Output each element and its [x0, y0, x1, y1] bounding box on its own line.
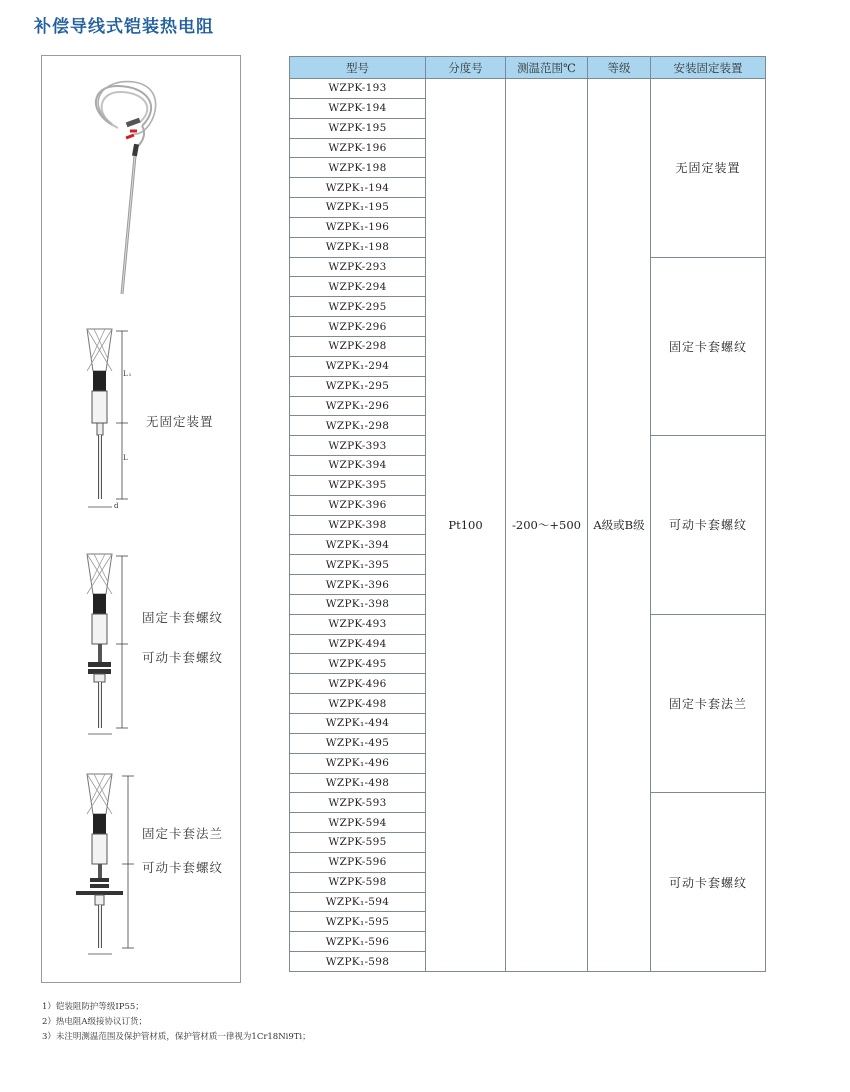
model-cell: WZPK₁-198 — [290, 237, 426, 257]
model-cell: WZPK₁-398 — [290, 594, 426, 614]
mount-cell: 无固定装置 — [651, 79, 766, 258]
model-cell: WZPK₁-294 — [290, 356, 426, 376]
model-cell: WZPK₁-295 — [290, 376, 426, 396]
model-cell: WZPK-498 — [290, 694, 426, 714]
note-2: 2）热电阻A级接协议订货； — [42, 1017, 148, 1027]
model-cell: WZPK-394 — [290, 456, 426, 476]
model-cell: WZPK-396 — [290, 495, 426, 515]
model-cell: WZPK-593 — [290, 793, 426, 813]
model-cell: WZPK-195 — [290, 118, 426, 138]
model-cell: WZPK-295 — [290, 297, 426, 317]
model-cell: WZPK₁-595 — [290, 912, 426, 932]
note-1: 1）铠装阻防护等级IP55； — [42, 1002, 144, 1012]
model-cell: WZPK-496 — [290, 674, 426, 694]
dim-d-label: d — [114, 502, 120, 510]
header-mount: 安装固定装置 — [651, 57, 766, 79]
model-cell: WZPK-298 — [290, 336, 426, 356]
mount-cell: 可动卡套螺纹 — [651, 436, 766, 615]
product-photo — [42, 56, 242, 306]
model-cell: WZPK-495 — [290, 654, 426, 674]
model-cell: WZPK₁-594 — [290, 892, 426, 912]
model-cell: WZPK₁-598 — [290, 952, 426, 972]
model-cell: WZPK-395 — [290, 475, 426, 495]
model-cell: WZPK₁-194 — [290, 178, 426, 198]
header-grade: 等级 — [588, 57, 651, 79]
model-cell: WZPK₁-196 — [290, 217, 426, 237]
drawing-label-fixed-thread: 固定卡套螺纹 — [142, 610, 224, 625]
model-cell: WZPK-493 — [290, 614, 426, 634]
model-cell: WZPK-594 — [290, 813, 426, 833]
notes — [42, 1000, 311, 1045]
drawing-label-no-fixture: 无固定装置 — [146, 414, 214, 429]
model-cell: WZPK₁-596 — [290, 932, 426, 952]
header-graduation: 分度号 — [426, 57, 506, 79]
model-cell: WZPK₁-195 — [290, 198, 426, 218]
model-cell: WZPK₁-498 — [290, 773, 426, 793]
model-cell: WZPK-494 — [290, 634, 426, 654]
mount-cell: 固定卡套法兰 — [651, 614, 766, 793]
model-cell: WZPK-296 — [290, 317, 426, 337]
header-model: 型号 — [290, 57, 426, 79]
drawings-panel — [41, 55, 241, 983]
page-title: 补偿导线式铠装热电阻 — [34, 17, 214, 37]
range-cell: -200～+500 — [506, 79, 588, 972]
drawing-threaded-fixture — [42, 546, 242, 746]
model-cell: WZPK₁-298 — [290, 416, 426, 436]
model-cell: WZPK-598 — [290, 872, 426, 892]
header-range: 测温范围℃ — [506, 57, 588, 79]
model-cell: WZPK-198 — [290, 158, 426, 178]
model-cell: WZPK-596 — [290, 852, 426, 872]
model-cell: WZPK₁-396 — [290, 575, 426, 595]
drawing-label-movable-thread-2: 可动卡套螺纹 — [142, 860, 224, 875]
model-cell: WZPK-398 — [290, 515, 426, 535]
model-cell: WZPK-595 — [290, 833, 426, 853]
graduation-cell: Pt100 — [426, 79, 506, 972]
table-row — [290, 79, 766, 99]
drawing-label-fixed-flange: 固定卡套法兰 — [142, 826, 224, 841]
model-cell: WZPK₁-395 — [290, 555, 426, 575]
table-header-row — [290, 57, 766, 79]
note-3: 3）未注明测温范围及保护管材质，保护管材质一律视为1Cr18Ni9Ti； — [42, 1032, 311, 1042]
model-cell: WZPK-294 — [290, 277, 426, 297]
model-cell: WZPK₁-494 — [290, 714, 426, 734]
model-cell: WZPK₁-495 — [290, 733, 426, 753]
grade-cell: A级或B级 — [588, 79, 651, 972]
spec-table — [289, 56, 766, 972]
mount-cell: 可动卡套螺纹 — [651, 793, 766, 972]
mount-cell: 固定卡套螺纹 — [651, 257, 766, 436]
dim-L-label: L — [123, 454, 129, 462]
model-cell: WZPK₁-496 — [290, 753, 426, 773]
model-cell: WZPK-196 — [290, 138, 426, 158]
model-cell: WZPK₁-394 — [290, 535, 426, 555]
drawing-label-movable-thread: 可动卡套螺纹 — [142, 650, 224, 665]
model-cell: WZPK-393 — [290, 436, 426, 456]
model-cell: WZPK-293 — [290, 257, 426, 277]
model-cell: WZPK-193 — [290, 79, 426, 99]
model-cell: WZPK-194 — [290, 98, 426, 118]
model-cell: WZPK₁-296 — [290, 396, 426, 416]
dim-L1-label: L₁ — [123, 370, 133, 378]
